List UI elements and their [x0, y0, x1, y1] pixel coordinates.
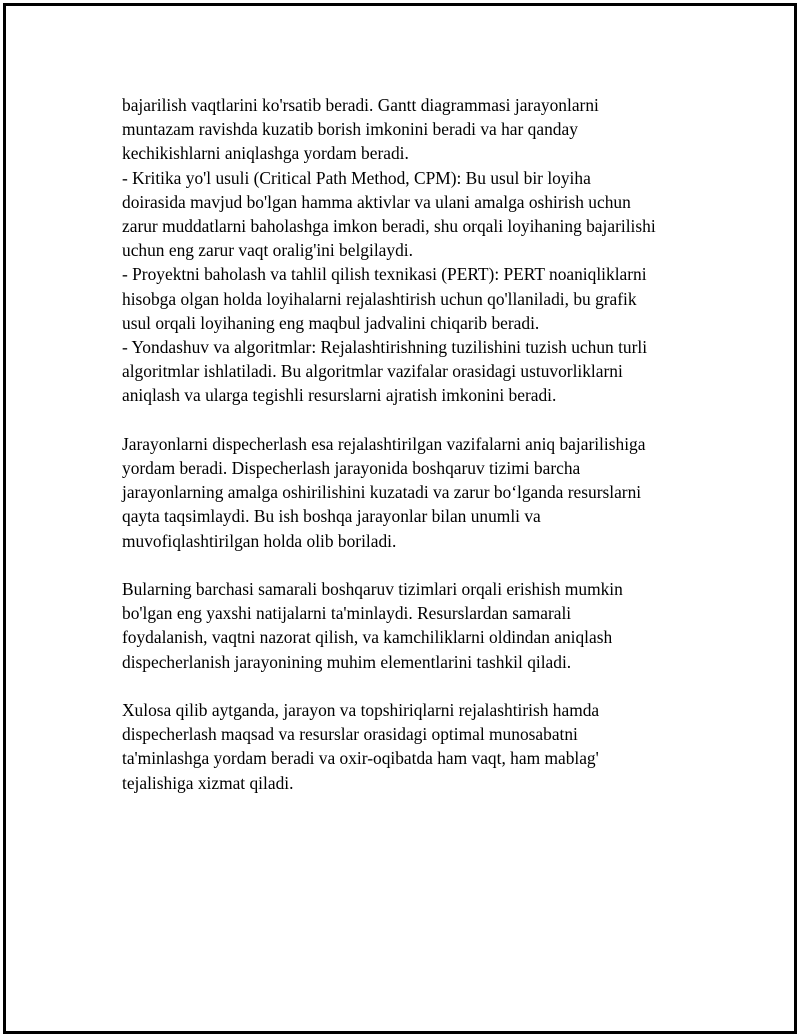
text-line: kechikishlarni aniqlashga yordam beradi. [122, 143, 409, 164]
text-line: foydalanish, vaqtni nazorat qilish, va kamchiliklarni oldindan aniqlash [122, 627, 613, 648]
text-line: dispecherlash maqsad va resurslar orasidagi optimal munosabatni [122, 724, 578, 745]
text-line: zarur muddatlarni baholashga imkon beradi, shu orqali loyihaning bajarilishi [122, 216, 656, 237]
text-line: yordam beradi. Dispecherlash jarayonida boshqaruv tizimi barcha [122, 458, 581, 479]
paragraph [122, 93, 702, 408]
text-line: - Yondashuv va algoritmlar: Rejalashtirishning tuzilishini tuzish uchun turli [122, 337, 648, 358]
text-line: algoritmlar ishlatiladi. Bu algoritmlar vazifalar orasidagi ustuvorliklarni [122, 361, 623, 382]
paragraph [122, 698, 702, 795]
text-line: qayta taqsimlaydi. Bu ish boshqa jarayonlar bilan unumli va [122, 506, 541, 527]
text-line: hisobga olgan holda loyihalarni rejalashtirish uchun qo'llaniladi, bu grafik [122, 288, 637, 309]
text-line: uchun eng zarur vaqt oralig'ini belgilaydi. [122, 240, 413, 261]
text-line: Bularning barchasi samarali boshqaruv tizimlari orqali erishish mumkin [122, 579, 623, 600]
text-line: bo'lgan eng yaxshi natijalarni ta'minlaydi. Resurslardan samarali [122, 603, 572, 624]
text-line: usul orqali loyihaning eng maqbul jadvalini chiqarib beradi. [122, 312, 540, 333]
text-line: muvofiqlashtirilgan holda olib boriladi. [122, 530, 397, 551]
page-border [3, 3, 797, 1034]
text-line: aniqlash va ularga tegishli resurslarni ajratish imkonini beradi. [122, 385, 557, 406]
text-line: - Kritika yo'l usuli (Critical Path Method, CPM): Bu usul bir loyiha [122, 167, 591, 188]
text-line: muntazam ravishda kuzatib borish imkonini beradi va har qanday [122, 119, 578, 140]
text-line: Xulosa qilib aytganda, jarayon va topshiriqlarni rejalashtirish hamda [122, 700, 600, 721]
text-line: Jarayonlarni dispecherlash esa rejalashtirilgan vazifalarni aniq bajarilishiga [122, 433, 646, 454]
text-line: doirasida mavjud bo'lgan hamma aktivlar va ulani amalga oshirish uchun [122, 191, 631, 212]
text-line: tejalishiga xizmat qiladi. [122, 772, 294, 793]
text-line: - Proyektni baholash va tahlil qilish texnikasi (PERT): PERT noaniqliklarni [122, 264, 647, 285]
text-line: ta'minlashga yordam beradi va oxir-oqibatda ham vaqt, ham mablag' [122, 748, 599, 769]
text-line: dispecherlanish jarayonining muhim elementlarini tashkil qiladi. [122, 651, 572, 672]
text-line: jarayonlarning amalga oshirilishini kuzatadi va zarur bo‘lganda resurslarni [122, 482, 642, 503]
paragraph [122, 432, 702, 553]
text-line: bajarilish vaqtlarini ko'rsatib beradi. Gantt diagrammasi jarayonlarni [122, 95, 599, 115]
paragraph [122, 577, 702, 674]
document-body [122, 93, 702, 819]
